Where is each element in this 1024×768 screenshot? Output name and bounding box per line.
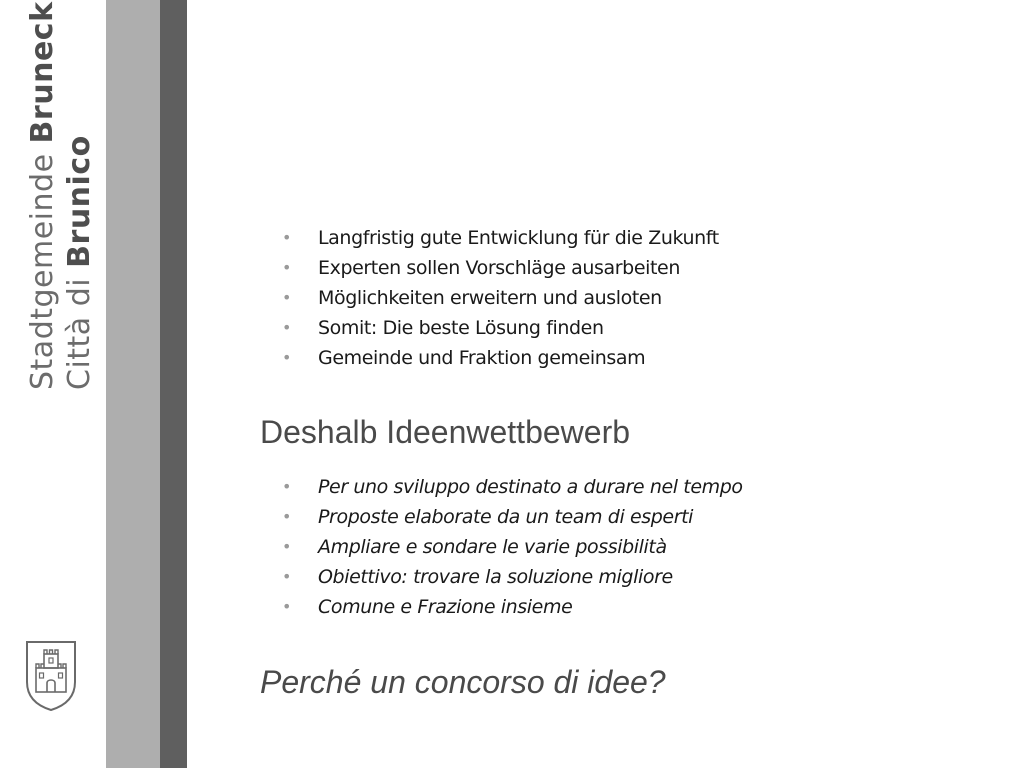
brand-line-german [24,1,61,390]
brand-italian-prefix: Città di [62,267,97,390]
list-item [282,502,743,532]
list-item-text: Ampliare e sondare le varie possibilità [318,536,667,558]
list-item [282,283,719,313]
bullet-icon: • [282,288,292,307]
list-item-text: Gemeinde und Fraktion gemeinsam [318,347,646,369]
italian-heading: Perché un concorso di idee? [260,664,666,700]
bullet-icon: • [282,348,292,367]
bullet-icon: • [282,318,292,337]
bullet-icon: • [282,477,292,496]
list-item-text: Langfristig gute Entwicklung für die Zukunft [318,227,719,249]
decorative-bar-dark [160,0,187,768]
list-item [282,253,719,283]
decorative-bar-light [106,0,160,768]
list-item [282,223,719,253]
list-item-text: Per uno sviluppo destinato a durare nel tempo [318,476,743,498]
german-heading: Deshalb Ideenwettbewerb [260,414,631,450]
list-item-text: Proposte elaborate da un team di esperti [318,506,694,528]
list-item-text: Comune e Frazione insieme [318,596,573,618]
brand-italian-name: Brunico [62,135,97,268]
bullet-icon: • [282,507,292,526]
brand-german-name: Bruneck [25,1,60,144]
brand-line-italian [61,45,98,390]
list-item [282,313,719,343]
brand-sidebar [0,0,106,768]
bullet-icon: • [282,258,292,277]
bullet-icon: • [282,537,292,556]
brand-wordmark [24,1,98,390]
list-item-text: Obiettivo: trovare la soluzione migliore [318,566,673,588]
italian-bullet-list [282,472,743,622]
list-item [282,343,719,373]
list-item [282,562,743,592]
list-item [282,532,743,562]
list-item-text: Experten sollen Vorschläge ausarbeiten [318,257,680,279]
bullet-icon: • [282,228,292,247]
list-item-text: Somit: Die beste Lösung finden [318,317,604,339]
german-bullet-list [282,223,719,373]
town-crest-icon [24,638,78,712]
bullet-icon: • [282,567,292,586]
list-item-text: Möglichkeiten erweitern und ausloten [318,287,662,309]
list-item [282,592,743,622]
brand-german-prefix: Stadtgemeinde [25,143,60,390]
list-item [282,472,743,502]
bullet-icon: • [282,597,292,616]
